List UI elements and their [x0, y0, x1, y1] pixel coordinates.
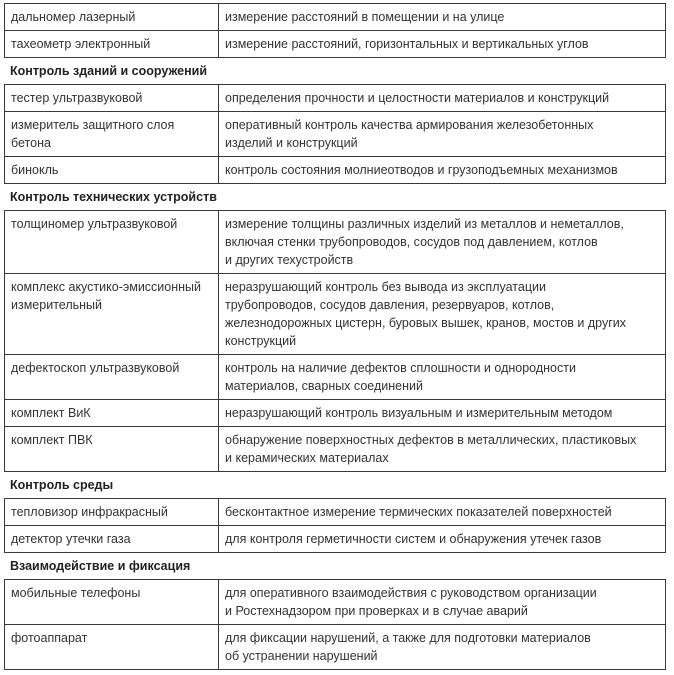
table-row	[5, 31, 666, 58]
purpose-cell: определения прочности и целостности материалов и конструкций	[219, 85, 666, 112]
purpose-cell: неразрушающий контроль визуальным и измерительным методом	[219, 400, 666, 427]
device-cell: комплекс акустико-эмиссионный измерительный	[5, 274, 219, 355]
device-cell: комплект ВиК	[5, 400, 219, 427]
device-cell: измеритель защитного слоя бетона	[5, 112, 219, 157]
purpose-cell: для фиксации нарушений, а также для подготовки материалов об устранении нарушений	[219, 625, 666, 670]
purpose-cell: контроль состояния молниеотводов и грузоподъемных механизмов	[219, 157, 666, 184]
table-row	[5, 4, 666, 31]
purpose-cell: контроль на наличие дефектов сплошности и однородности материалов, сварных соединений	[219, 355, 666, 400]
purpose-cell: бесконтактное измерение термических показателей поверхностей	[219, 499, 666, 526]
device-cell: тестер ультразвуковой	[5, 85, 219, 112]
equipment-table	[4, 3, 666, 58]
purpose-cell: измерение расстояний в помещении и на улице	[219, 4, 666, 31]
table-row	[5, 355, 666, 400]
purpose-cell: измерение толщины различных изделий из металлов и неметаллов, включая стенки трубопроводов, сосудов под давлением, котлов и других техустройств	[219, 211, 666, 274]
equipment-table	[4, 498, 666, 553]
table-row	[5, 526, 666, 553]
device-cell: комплект ПВК	[5, 427, 219, 472]
device-cell: дефектоскоп ультразвуковой	[5, 355, 219, 400]
equipment-table	[4, 210, 666, 472]
equipment-table	[4, 579, 666, 670]
purpose-cell: измерение расстояний, горизонтальных и вертикальных углов	[219, 31, 666, 58]
table-row	[5, 625, 666, 670]
table-row	[5, 211, 666, 274]
section-heading: Контроль технических устройств	[10, 190, 217, 204]
device-cell: бинокль	[5, 157, 219, 184]
table-row	[5, 157, 666, 184]
table-row	[5, 400, 666, 427]
equipment-table	[4, 84, 666, 184]
table-row	[5, 580, 666, 625]
purpose-cell: оперативный контроль качества армирования железобетонных изделий и конструкций	[219, 112, 666, 157]
device-cell: толщиномер ультразвуковой	[5, 211, 219, 274]
section-heading: Взаимодействие и фиксация	[10, 559, 191, 573]
table-row	[5, 499, 666, 526]
device-cell: фотоаппарат	[5, 625, 219, 670]
purpose-cell: неразрушающий контроль без вывода из эксплуатации трубопроводов, сосудов давления, резервуаров, котлов, железнодорожных цистерн, буровых вышек, кранов, мостов и других конструкций	[219, 274, 666, 355]
purpose-cell: для оперативного взаимодействия с руководством организации и Ростехнадзором при проверках и в случае аварий	[219, 580, 666, 625]
table-row	[5, 85, 666, 112]
purpose-cell: обнаружение поверхностных дефектов в металлических, пластиковых и керамических материалах	[219, 427, 666, 472]
table-row	[5, 112, 666, 157]
device-cell: детектор утечки газа	[5, 526, 219, 553]
device-cell: тахеометр электронный	[5, 31, 219, 58]
table-row	[5, 274, 666, 355]
table-row	[5, 427, 666, 472]
device-cell: тепловизор инфракрасный	[5, 499, 219, 526]
purpose-cell: для контроля герметичности систем и обнаружения утечек газов	[219, 526, 666, 553]
section-heading: Контроль среды	[10, 478, 114, 492]
device-cell: дальномер лазерный	[5, 4, 219, 31]
section-heading: Контроль зданий и сооружений	[10, 64, 208, 78]
device-cell: мобильные телефоны	[5, 580, 219, 625]
